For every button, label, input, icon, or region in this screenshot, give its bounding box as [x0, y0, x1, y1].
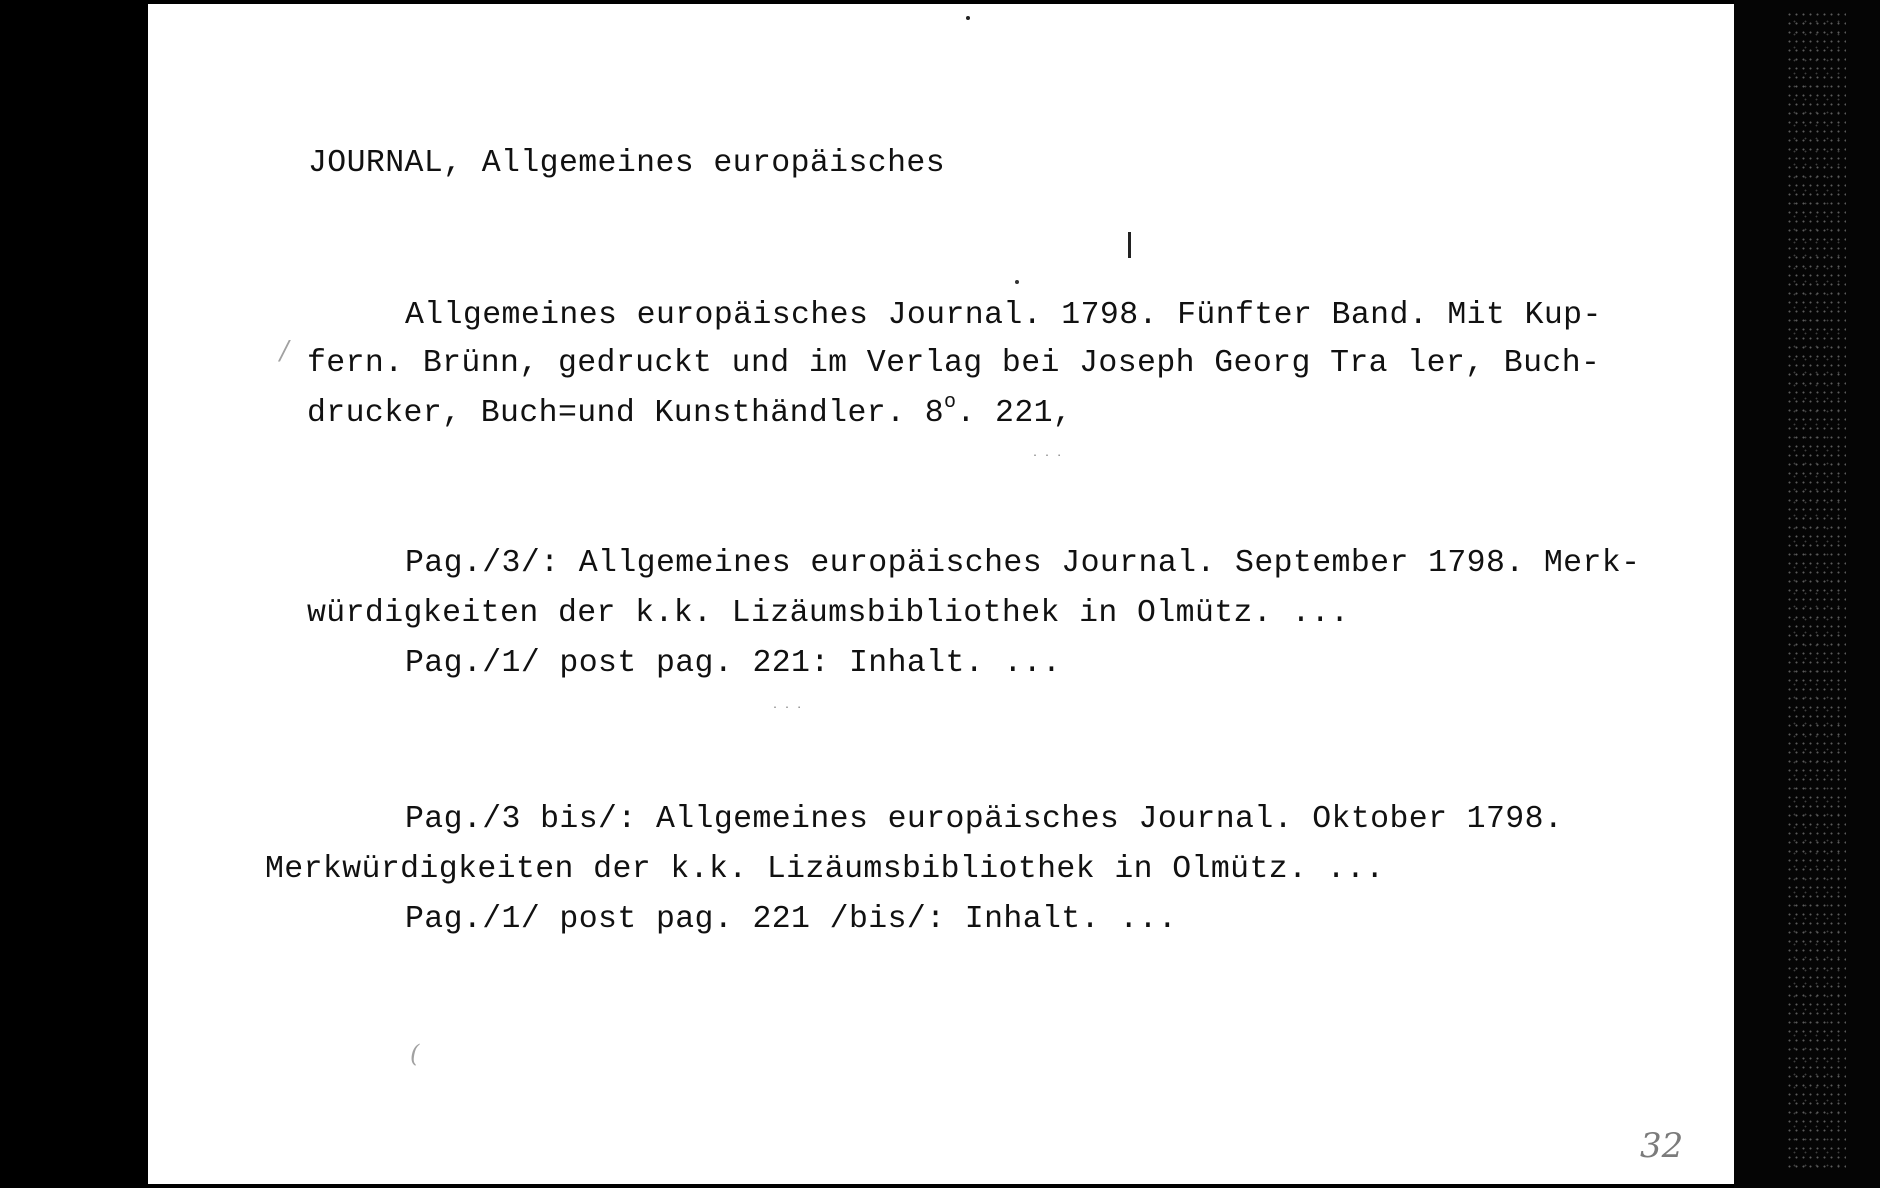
- card-heading: JOURNAL, Allgemeines europäisches: [308, 146, 946, 181]
- entry-line-3-after: . 221,: [956, 396, 1073, 431]
- entry-line-3-text: drucker, Buch=und Kunsthändler. 8: [307, 396, 945, 431]
- pencil-mark: (: [410, 1040, 420, 1068]
- section2-line-3: Pag./1/ post pag. 221 /bis/: Inhalt. ...: [405, 902, 1178, 937]
- film-edge-perforation: [1786, 10, 1846, 1170]
- section2-line-1: Pag./3 bis/: Allgemeines europäisches Journal. Oktober 1798.: [405, 802, 1564, 837]
- speck: [1015, 280, 1019, 284]
- entry-line-3-superscript: o: [944, 391, 957, 414]
- section1-line-2: würdigkeiten der k.k. Lizäumsbibliothek in Olmütz. ...: [307, 596, 1350, 631]
- pencil-mark: [1128, 232, 1131, 258]
- page-number: 32: [1640, 1126, 1684, 1166]
- entry-line-2: fern. Brünn, gedruckt und im Verlag bei Joseph Georg Tra ler, Buch-: [307, 346, 1601, 381]
- speck: . . .: [1032, 448, 1063, 459]
- entry-line-1: Allgemeines europäisches Journal. 1798. Fünfter Band. Mit Kup-: [405, 298, 1602, 333]
- speck: [966, 16, 970, 20]
- section1-line-1: Pag./3/: Allgemeines europäisches Journal. September 1798. Merk-: [405, 546, 1641, 581]
- section1-line-3: Pag./1/ post pag. 221: Inhalt. ...: [405, 646, 1062, 681]
- section2-line-2: Merkwürdigkeiten der k.k. Lizäumsbibliothek in Olmütz. ...: [265, 852, 1385, 887]
- margin-pencil-tick: /: [280, 336, 289, 366]
- entry-line-3: [307, 391, 1073, 435]
- speck: . . .: [772, 700, 803, 711]
